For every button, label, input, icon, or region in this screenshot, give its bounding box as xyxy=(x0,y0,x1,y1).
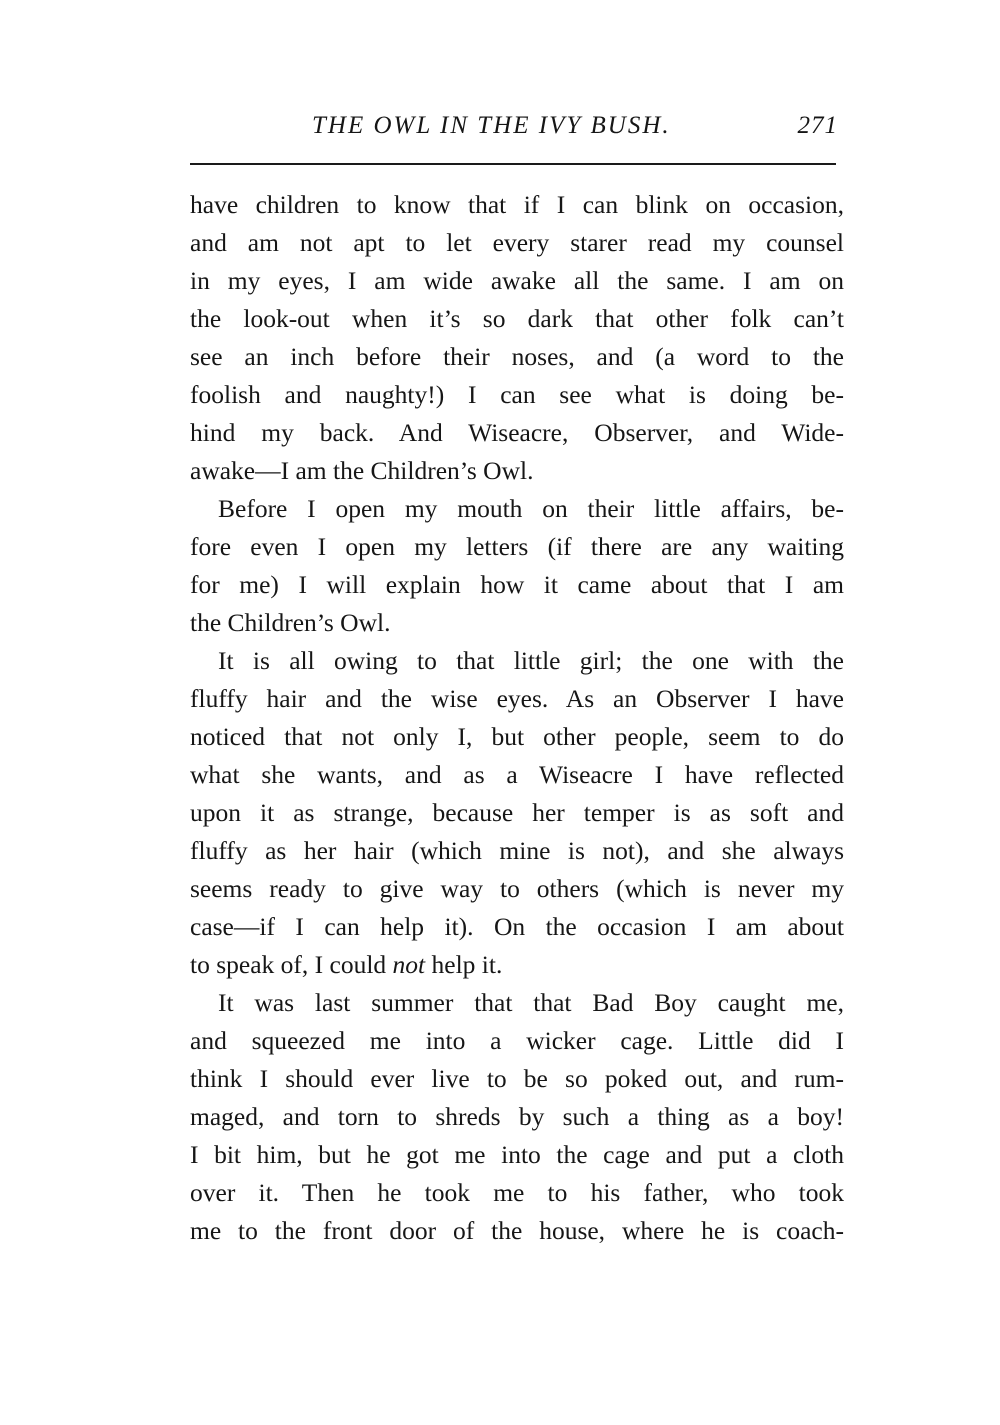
text-line: see an inch before their noses, and (a word to the xyxy=(190,342,844,371)
text-line: awake—I am the Children’s Owl. xyxy=(190,456,534,485)
running-head xyxy=(190,112,846,152)
text-run: to speak of, I could xyxy=(190,950,393,979)
text-line: noticed that not only I, but other people, seem to do xyxy=(190,722,844,751)
paragraph-2 xyxy=(190,490,844,642)
text-line: foolish and naughty!) I can see what is doing be- xyxy=(190,380,844,409)
text-line: It was last summer that that Bad Boy caught me, xyxy=(218,988,844,1017)
text-line: think I should ever live to be so poked out, and rum- xyxy=(190,1064,844,1093)
text-line: maged, and torn to shreds by such a thing as a boy! xyxy=(190,1102,844,1131)
text-line: have children to know that if I can blink on occasion, xyxy=(190,190,844,219)
text-line: fluffy hair and the wise eyes. As an Observer I have xyxy=(190,684,844,713)
text-line: for me) I will explain how it came about that I am xyxy=(190,570,844,599)
text-line: fore even I open my letters (if there are any waiting xyxy=(190,532,844,561)
text-line: hind my back. And Wiseacre, Observer, and Wide- xyxy=(190,418,844,447)
text-line: and am not apt to let every starer read my counsel xyxy=(190,228,844,257)
text-line: seems ready to give way to others (which is never my xyxy=(190,874,844,903)
text-line: It is all owing to that little girl; the one with the xyxy=(218,646,844,675)
text-line: in my eyes, I am wide awake all the same. I am on xyxy=(190,266,844,295)
header-rule xyxy=(190,163,836,165)
paragraph-3 xyxy=(190,642,844,984)
text-line: and squeezed me into a wicker cage. Little did I xyxy=(190,1026,844,1055)
text-line: what she wants, and as a Wiseacre I have reflected xyxy=(190,760,844,789)
text-line: me to the front door of the house, where he is coach- xyxy=(190,1216,844,1245)
page-number: 271 xyxy=(797,112,838,139)
text-line: Before I open my mouth on their little affairs, be- xyxy=(218,494,844,523)
text-line: the look-out when it’s so dark that other folk can’t xyxy=(190,304,844,333)
text-line: fluffy as her hair (which mine is not), and she always xyxy=(190,836,844,865)
text-run: help it. xyxy=(425,950,503,979)
text-line: the Children’s Owl. xyxy=(190,608,391,637)
text-line: case—if I can help it). On the occasion I am about xyxy=(190,912,844,941)
body-text xyxy=(190,186,844,1250)
running-title: THE OWL IN THE IVY BUSH. xyxy=(312,112,671,139)
text-line: I bit him, but he got me into the cage and put a cloth xyxy=(190,1140,844,1169)
text-line xyxy=(190,946,844,984)
paragraph-1 xyxy=(190,186,844,490)
paragraph-4 xyxy=(190,984,844,1250)
text-line: over it. Then he took me to his father, who took xyxy=(190,1178,844,1207)
text-line: upon it as strange, because her temper is as soft and xyxy=(190,798,844,827)
emphasis-word: not xyxy=(392,950,426,979)
